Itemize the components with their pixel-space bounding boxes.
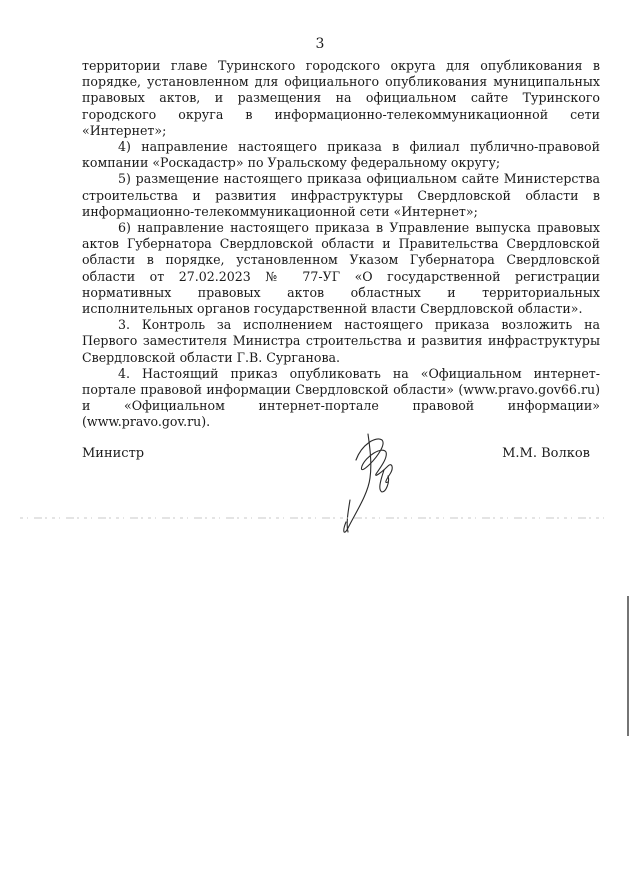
paragraph-1: территории главе Туринского городского округа для опубликования в порядке, установленном для официального опубликования муниципальных правовых актов, и размещения на официальном сайте Туринского городского округа в информационно-телекоммуникационной сети «Интернет»; <box>82 58 600 138</box>
page-number: 3 <box>315 36 325 52</box>
document-body <box>82 58 600 431</box>
paragraph-2: 4) направление настоящего приказа в филиал публично-правовой компании «Роскадастр» по Уральскому федеральному округу; <box>82 139 600 171</box>
signatory-name: М.М. Волков <box>502 446 590 461</box>
paragraph-6: 4. Настоящий приказ опубликовать на «Официальном интернет-портале правовой информации Свердловской области» (www.pravo.gov66.ru) и «Официальном интернет-портале правовой информации» (www.pravo.gov.ru). <box>82 365 600 430</box>
paragraph-5: 3. Контроль за исполнением настоящего приказа возложить на Первого заместителя Министра строительства и развития инфраструктуры Свердловской области Г.В. Сурганова. <box>82 317 600 365</box>
signatory-title: Министр <box>82 446 145 461</box>
paragraph-3: 5) размещение настоящего приказа официальном сайте Министерства строительства и развития инфраструктуры Свердловской области в информационно-телекоммуникационной сети «Интернет»; <box>82 171 600 219</box>
scan-edge-mark <box>626 596 630 736</box>
scan-artifact-line <box>20 515 610 521</box>
paragraph-4: 6) направление настоящего приказа в Управление выпуска правовых актов Губернатора Свердловской области и Правительства Свердловской области в порядке, установленном Указом Губернатора Свердловской области от 27.02.2023 № 77-УГ «О государственной регистрации нормативных правовых актов областных и территориальных исполнительных органов государственной власти Свердловской области». <box>82 220 600 317</box>
